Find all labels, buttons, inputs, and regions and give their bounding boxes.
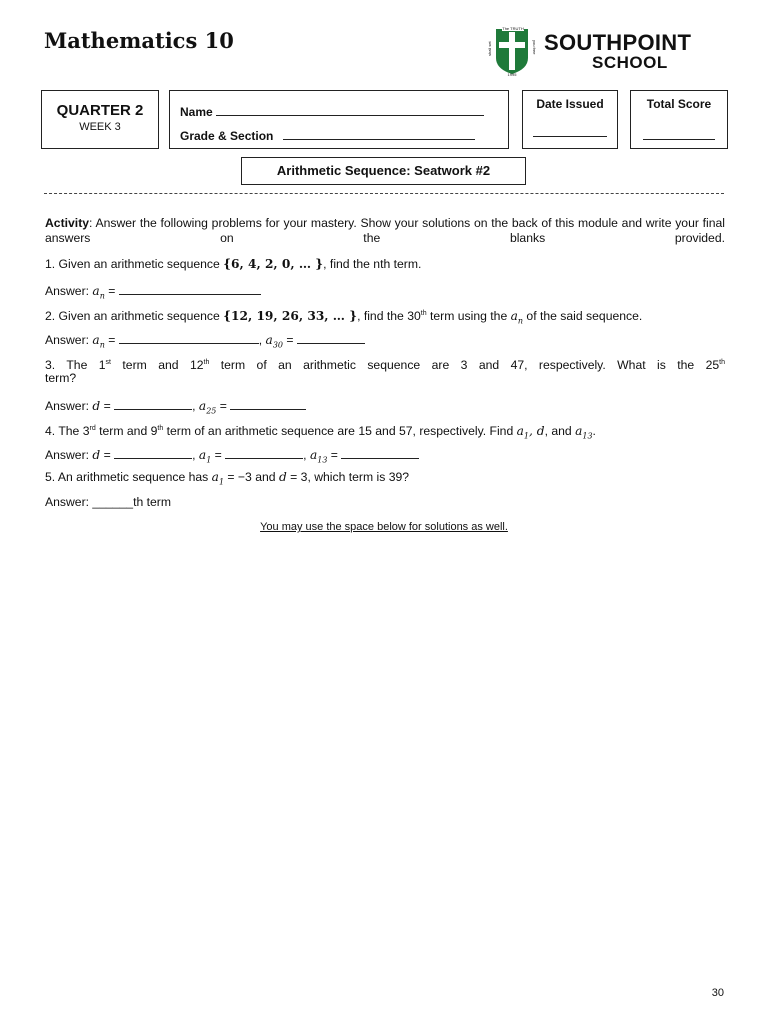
quarter-label: QUARTER 2	[56, 102, 144, 119]
name-label: Name	[180, 105, 213, 119]
date-issued-label: Date Issued	[536, 97, 604, 111]
answer-5: Answer: ______th term	[45, 495, 172, 509]
problem-2: 2. Given an arithmetic sequence {12, 19, 26, 33, … }, find the 30th term using the $a_n$ of the said sequence.	[45, 309, 643, 326]
week-label: WEEK 3	[79, 121, 121, 133]
problem-4: 4. The 3rd term and 9th term of an arithmetic sequence are 15 and 57, respectively. Find $a_1$, d, and $a_{13}$.	[45, 424, 596, 441]
name-row	[180, 103, 484, 119]
answer-2: Answer: $a_n$ = , $a_{30}$ =	[45, 331, 725, 352]
worksheet-title: Arithmetic Sequence: Seatwork #2	[241, 157, 526, 185]
answer-1-field[interactable]	[119, 282, 261, 295]
answer-1: Answer: $a_n$ =	[45, 282, 725, 303]
answer-4b-field[interactable]	[225, 446, 303, 459]
problem-3-cont: term?	[45, 371, 77, 385]
answer-3: Answer: d = , $a_{25}$ =	[45, 397, 725, 418]
date-issued-field[interactable]	[533, 136, 607, 137]
total-score-box	[630, 90, 728, 149]
problem-1: 1. Given an arithmetic sequence {6, 4, 2, 0, … }, find the nth term.	[45, 257, 422, 271]
shield-icon	[484, 26, 540, 76]
page-title: Mathematics 10	[44, 28, 234, 53]
problem-5: 5. An arithmetic sequence has $a_1 = -3$ and d = 3, which term is 39?	[45, 470, 410, 487]
problem-3: 3. The 1st term and 12th term of an arithmetic sequence are 3 and 47, respectively. What is the 25th	[45, 358, 725, 372]
school-logo	[484, 26, 734, 76]
grade-label: Grade & Section	[180, 129, 274, 143]
activity-instructions: Activity: Answer the following problems for your mastery. Show your solutions on the back of this module and write your final answers on the blanks provided.	[45, 216, 725, 245]
school-sub: SCHOOL	[592, 53, 668, 72]
total-score-field[interactable]	[643, 139, 715, 140]
school-name: SOUTHPOINT	[544, 30, 692, 55]
answer-4a-field[interactable]	[114, 446, 192, 459]
grade-row	[180, 127, 475, 143]
total-score-label: Total Score	[646, 97, 712, 111]
quarter-box	[41, 90, 159, 149]
svg-text:The TRUTH: The TRUTH	[502, 26, 524, 31]
name-field[interactable]	[216, 103, 484, 116]
student-info-box	[169, 90, 509, 149]
activity-label: Activity	[45, 216, 90, 230]
answer-2b-field[interactable]	[297, 331, 365, 344]
divider	[44, 193, 724, 194]
answer-4c-field[interactable]	[341, 446, 419, 459]
solutions-note: You may use the space below for solutions as well.	[260, 521, 508, 533]
svg-text:you free: you free	[532, 40, 537, 55]
answer-4: Answer: d = , $a_1$ = , $a_{13}$ =	[45, 446, 725, 467]
svg-text:1995: 1995	[507, 72, 517, 76]
answer-3a-field[interactable]	[114, 397, 192, 410]
answer-2a-field[interactable]	[119, 331, 259, 344]
page-number: 30	[711, 987, 724, 999]
grade-section-field[interactable]	[283, 127, 475, 140]
answer-3b-field[interactable]	[230, 397, 306, 410]
date-issued-box	[522, 90, 618, 149]
svg-text:shall set: shall set	[487, 41, 492, 56]
